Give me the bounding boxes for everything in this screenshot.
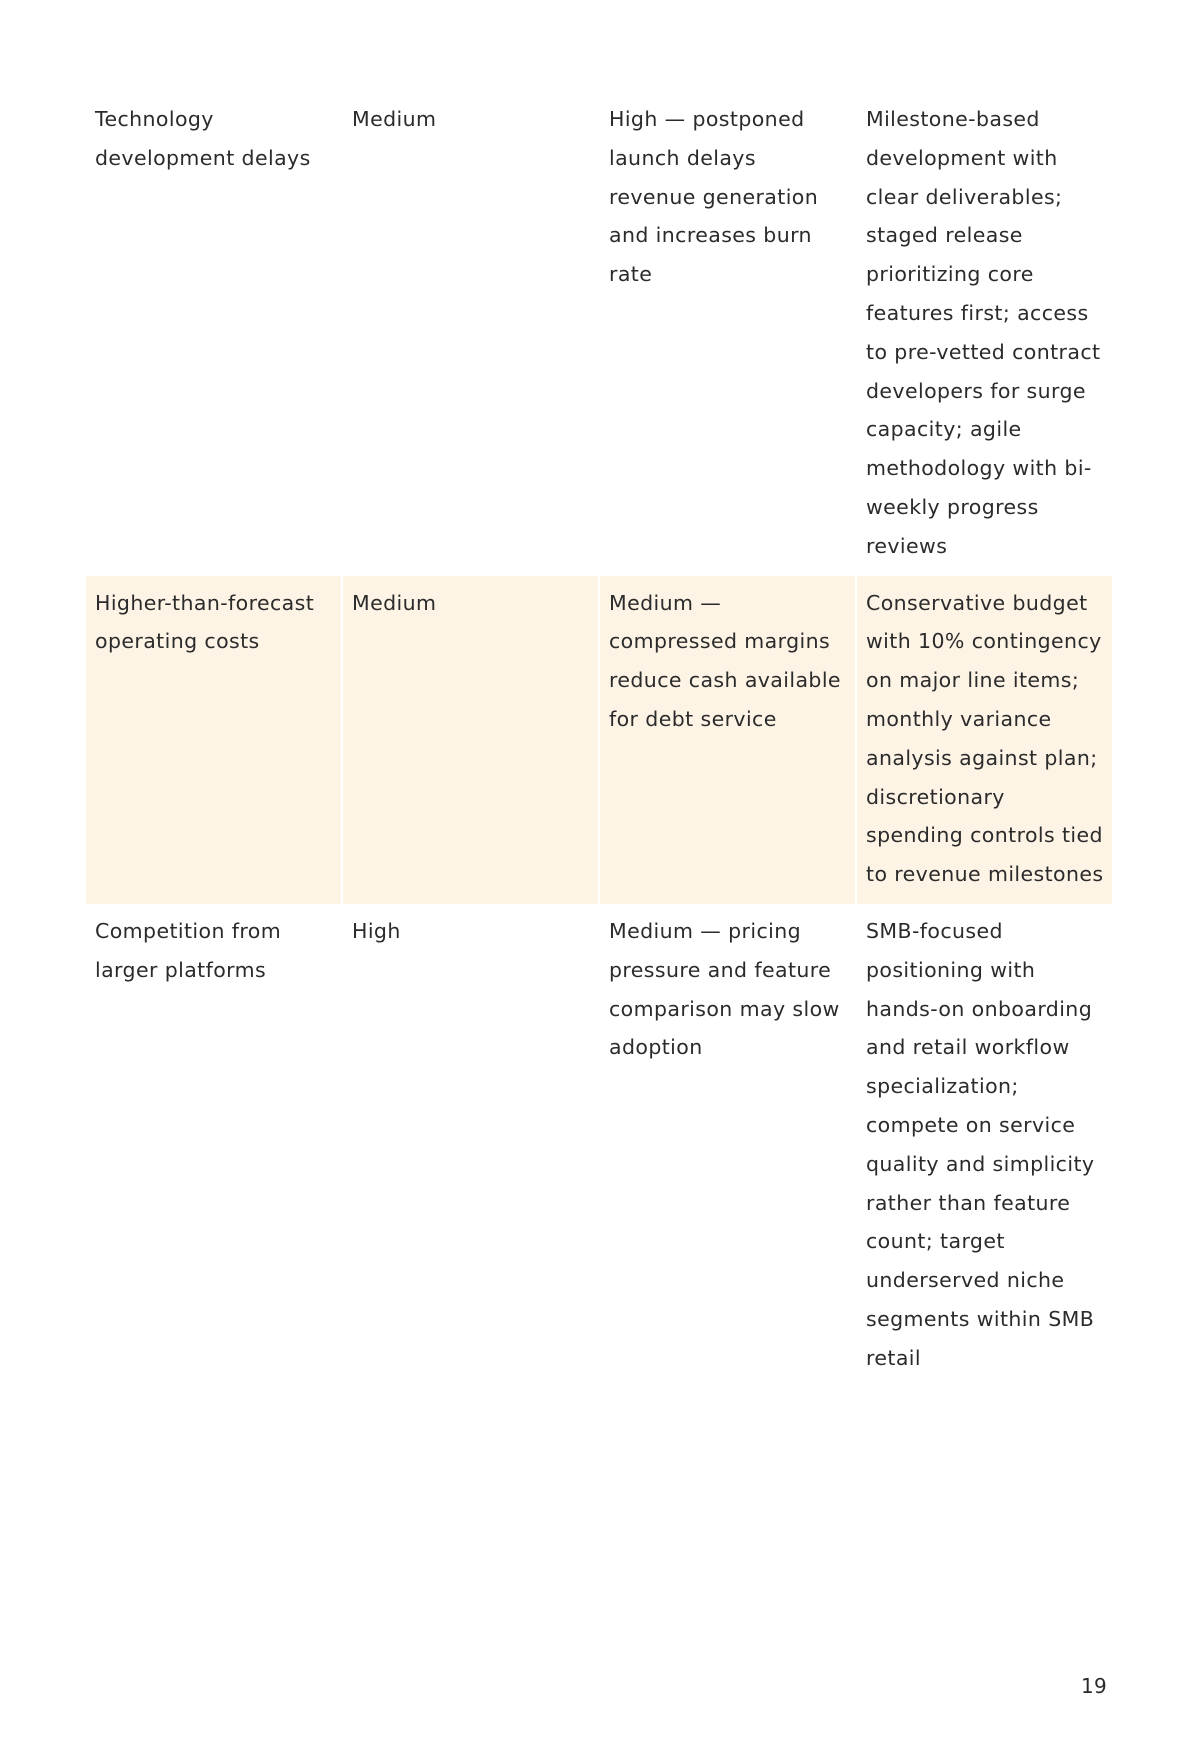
risk-cell: Technology development delays	[95, 107, 311, 170]
likelihood-cell: Medium	[343, 576, 598, 904]
table-row	[86, 904, 1112, 1388]
mitigation-cell: SMB-focused positioning with hands-on onboarding and retail workflow specialization; compete on service quality and simplicity rather than feature count; target underserved niche segments within SMB retail	[866, 918, 1095, 1370]
risk-table	[84, 92, 1114, 1388]
page-number: 19	[1080, 1674, 1107, 1698]
table-row	[86, 576, 1112, 904]
impact-cell: High — postponed launch delays revenue generation and increases burn rate	[609, 107, 819, 287]
risk-cell: Higher-than-forecast operating costs	[86, 576, 341, 904]
mitigation-cell: Conservative budget with 10% contingency on major line items; monthly variance analysis against plan; discretionary spending controls tied to revenue milestones	[857, 576, 1112, 904]
table-row	[86, 92, 1112, 576]
mitigation-cell: Milestone-based development with clear deliverables; staged release prioritizing core features first; access to pre-vetted contract developers for surge capacity; agile methodology with bi-weekly progress reviews	[866, 107, 1101, 558]
risk-cell: Competition from larger platforms	[95, 918, 282, 982]
likelihood-cell: Medium	[352, 107, 437, 131]
impact-cell: Medium — compressed margins reduce cash available for debt service	[600, 576, 855, 904]
likelihood-cell: High	[352, 918, 401, 943]
impact-cell: Medium — pricing pressure and feature comparison may slow adoption	[609, 918, 840, 1060]
